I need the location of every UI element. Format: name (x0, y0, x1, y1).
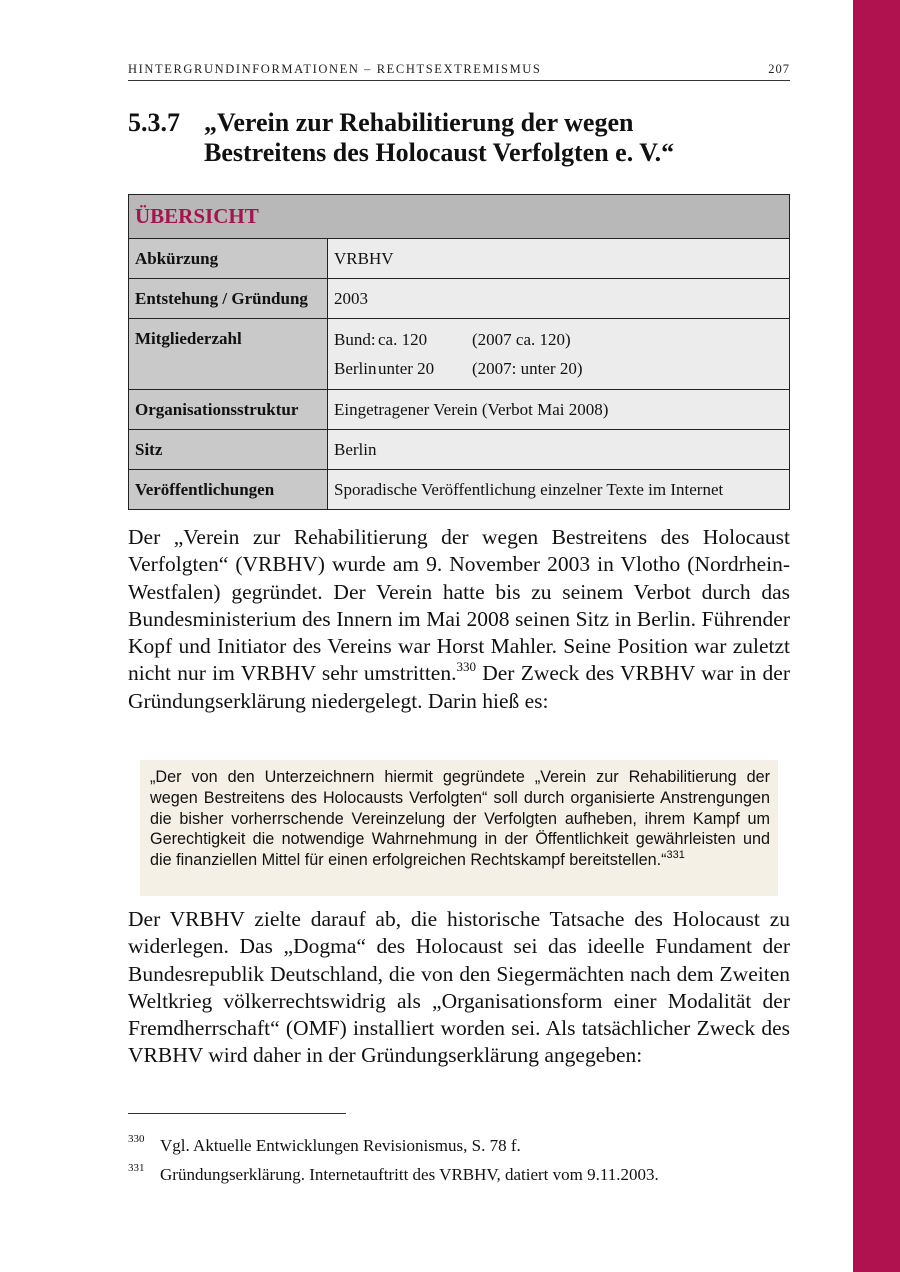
row-label-mitglieder: Mitgliederzahl (129, 319, 328, 390)
paragraph-text-tail: Der Zweck des VRBHV war in der Gründungserklärung niedergelegt. Darin hieß es: (128, 661, 790, 713)
running-head (128, 62, 790, 81)
members-scope: Bund: (334, 330, 376, 349)
overview-table (128, 194, 790, 510)
members-berlin (334, 354, 783, 383)
table-row (129, 279, 790, 319)
row-value-struktur: Eingetragener Verein (Verbot Mai 2008) (328, 390, 790, 430)
members-previous: (2007 ca. 120) (472, 330, 571, 349)
table-row (129, 239, 790, 279)
overview-title: ÜBERSICHT (129, 195, 790, 239)
quote-text: „Der von den Unterzeichnern hiermit gegründete „Verein zur Rehabilitierung der wegen Bestreitens des Holocausts Verfolgten“ soll durch organisierte Anstrengungen die bisher vorherrschende Vereinzelung der Verfolgten aufheben, ihrem Kampf um Gerechtigkeit die notwendige Wahrnehmung in der Öffentlichkeit gewährleisten und die finanziellen Mittel für einen erfolgreichen Rechtskampf bereitstellen.“ (150, 768, 770, 870)
table-row (129, 430, 790, 470)
footnote-text: Gründungserklärung. Internetauftritt des VRBHV, datiert vom 9.11.2003. (160, 1165, 659, 1184)
footnote-text: Vgl. Aktuelle Entwicklungen Revisionismus, S. 78 f. (160, 1136, 521, 1155)
section-title (204, 108, 790, 168)
row-label-gruendung: Entstehung / Gründung (129, 279, 328, 319)
row-value-veroeffentlichungen: Sporadische Veröffentlichung einzelner Texte im Internet (328, 470, 790, 510)
footnote-ref-330[interactable]: 330 (456, 659, 476, 675)
row-value-abkuerzung: VRBHV (328, 239, 790, 279)
row-label-abkuerzung: Abkürzung (129, 239, 328, 279)
section-title-line-2: Bestreitens des Holocaust Verfolgten e. V.“ (204, 138, 675, 167)
paragraph-text: Der „Verein zur Rehabilitierung der wegen Bestreitens des Holocaust Verfolgten“ (VRBHV) wurde am 9. November 2003 in Vlotho (Nordrhein-Westfalen) gegründet. Der Verein hatte bis zu seinem Verbot durch das Bundesministerium des Innern im Mai 2008 seinen Sitz in Berlin. Führender Kopf und Initiator des Vereins war Horst Mahler. Seine Position war zuletzt nicht nur im VRBHV sehr umstritten. (128, 525, 790, 686)
overview-header-row (129, 195, 790, 239)
body-paragraph-2: Der VRBHV zielte darauf ab, die historische Tatsache des Holocaust zu widerlegen. Das „Dogma“ des Holocaust sei das ideelle Fundament der Bundesrepublik Deutschland, die von den Siegermächten nach dem Zweiten Weltkrieg völkerrechtswidrig als „Organisationsform einer Modalität der Fremdherrschaft“ (OMF) installiert worden sei. Als tatsächlicher Zweck des VRBHV wird daher in der Gründungserklärung angegeben: (128, 907, 790, 1068)
body-paragraph-1 (128, 524, 790, 715)
page-number: 207 (768, 62, 790, 76)
row-value-gruendung: 2003 (328, 279, 790, 319)
row-value-mitglieder (328, 319, 790, 390)
table-row (129, 319, 790, 390)
footnote-ref-331[interactable]: 331 (666, 849, 685, 862)
table-row (129, 390, 790, 430)
members-count: ca. 120 (378, 330, 428, 349)
footnote-number: 330 (128, 1133, 145, 1145)
row-label-veroeffentlichungen: Veröffentlichungen (129, 470, 328, 510)
footnote-number: 331 (128, 1162, 145, 1174)
page-sidebar-stripe (853, 0, 900, 1272)
members-scope: Berlin (334, 359, 377, 378)
quote-block (140, 760, 778, 896)
members-count: unter 20 (378, 359, 435, 378)
row-label-struktur: Organisationsstruktur (129, 390, 328, 430)
running-head-title: HINTERGRUNDINFORMATIONEN – RECHTSEXTREMISMUS (128, 62, 542, 76)
row-value-sitz: Berlin (328, 430, 790, 470)
section-title-line-1: „Verein zur Rehabilitierung der wegen (204, 108, 634, 137)
table-row (129, 470, 790, 510)
members-previous: (2007: unter 20) (472, 359, 583, 378)
members-bund (334, 325, 783, 354)
footnote-divider (128, 1113, 346, 1114)
row-label-sitz: Sitz (129, 430, 328, 470)
section-number: 5.3.7 (128, 108, 180, 137)
